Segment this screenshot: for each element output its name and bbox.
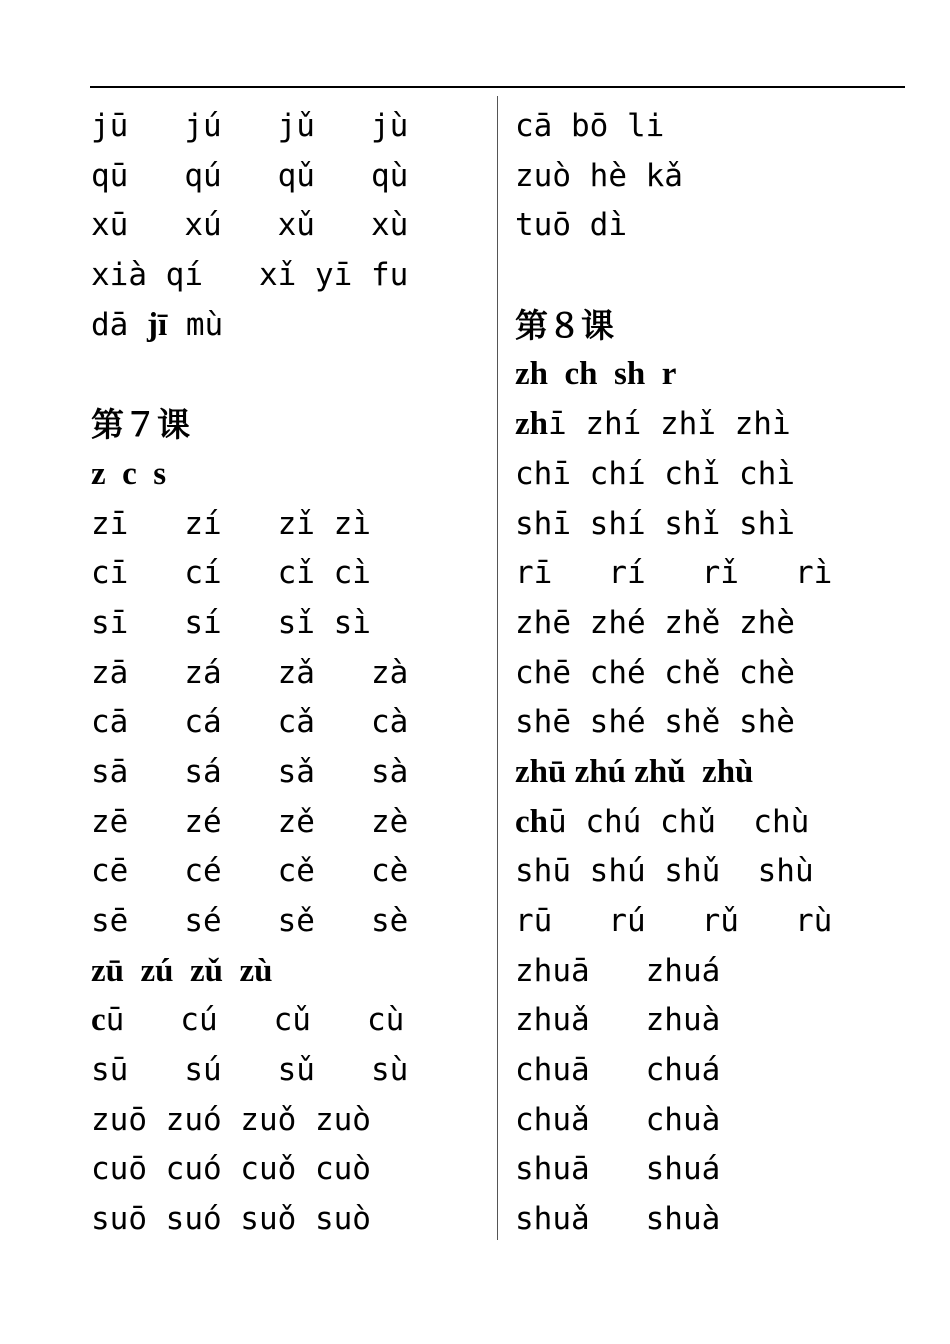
text-line xyxy=(515,798,905,848)
text-line: cī cí cǐ cì xyxy=(91,555,371,592)
left-column xyxy=(91,102,486,1245)
text-line: zhuā zhuá xyxy=(515,952,721,989)
right-column xyxy=(515,102,905,1245)
text-segment: ū cú cǔ cù xyxy=(105,1002,405,1039)
text-line: xū xú xǔ xù xyxy=(91,207,409,244)
text-line: chē ché chě chè xyxy=(515,654,795,691)
text-line: shē shé shě shè xyxy=(515,704,795,741)
text-line: zhuǎ zhuà xyxy=(515,1002,721,1039)
text-line: chī chí chǐ chì xyxy=(515,455,795,492)
text-line: tuō dì xyxy=(515,207,627,244)
text-line: xià qí xǐ yī fu xyxy=(91,257,409,294)
text-line: shī shí shǐ shì xyxy=(515,505,795,542)
blank-line xyxy=(515,251,905,301)
text-line: jū jú jǔ jù xyxy=(91,108,409,144)
lesson-8-heading: 第８课 xyxy=(515,305,614,345)
text-segment: mù xyxy=(167,306,224,343)
text-line: shuā shuá xyxy=(515,1151,721,1188)
text-line: cuō cuó cuǒ cuò xyxy=(91,1151,371,1188)
text-line: zū zú zǔ zù xyxy=(91,952,273,989)
text-line: sā sá sǎ sà xyxy=(91,753,409,790)
text-line: chuǎ chuà xyxy=(515,1101,721,1138)
text-line: qū qú qǔ qù xyxy=(91,157,409,194)
bold-segment: jī xyxy=(147,306,168,343)
text-line: zhū zhú zhǔ zhù xyxy=(515,753,754,790)
blank-line xyxy=(91,350,486,400)
lesson-7-heading: 第７课 xyxy=(91,405,190,445)
text-line: zī zí zǐ zì xyxy=(91,505,371,542)
text-line: chuā chuá xyxy=(515,1052,721,1089)
column-divider xyxy=(497,96,498,1240)
text-line: zuō zuó zuǒ zuò xyxy=(91,1101,371,1138)
initials-line: z c s xyxy=(91,455,167,492)
bold-segment: zh xyxy=(515,406,548,443)
initials-line: zh ch sh r xyxy=(515,356,677,393)
text-line: sū sú sǔ sù xyxy=(91,1052,409,1089)
text-line: zhē zhé zhě zhè xyxy=(515,604,795,641)
text-line: suō suó suǒ suò xyxy=(91,1201,371,1238)
text-segment: ū chú chǔ chù xyxy=(548,803,810,840)
text-segment: dā xyxy=(91,306,147,343)
text-line: shū shú shǔ shù xyxy=(515,853,814,890)
text-line xyxy=(515,400,905,450)
text-line: sē sé sě sè xyxy=(91,903,409,939)
text-line: sī sí sǐ sì xyxy=(91,604,371,641)
bold-segment: ch xyxy=(515,803,548,840)
text-line: rī rí rǐ rì xyxy=(515,555,833,592)
text-line: cā cá cǎ cà xyxy=(91,704,409,741)
text-line: shuǎ shuà xyxy=(515,1201,721,1238)
text-line: zā zá zǎ zà xyxy=(91,654,409,691)
text-line: cē cé cě cè xyxy=(91,853,409,890)
text-line: zuò hè kǎ xyxy=(515,157,683,194)
text-line: cā bō li xyxy=(515,108,665,144)
text-line: rū rú rǔ rù xyxy=(515,903,833,939)
bold-segment: c xyxy=(91,1002,106,1039)
top-rule xyxy=(90,86,905,88)
text-segment: ī zhí zhǐ zhì xyxy=(548,406,791,443)
text-line xyxy=(91,996,486,1046)
text-line: zē zé zě zè xyxy=(91,803,409,840)
text-line xyxy=(91,301,486,351)
